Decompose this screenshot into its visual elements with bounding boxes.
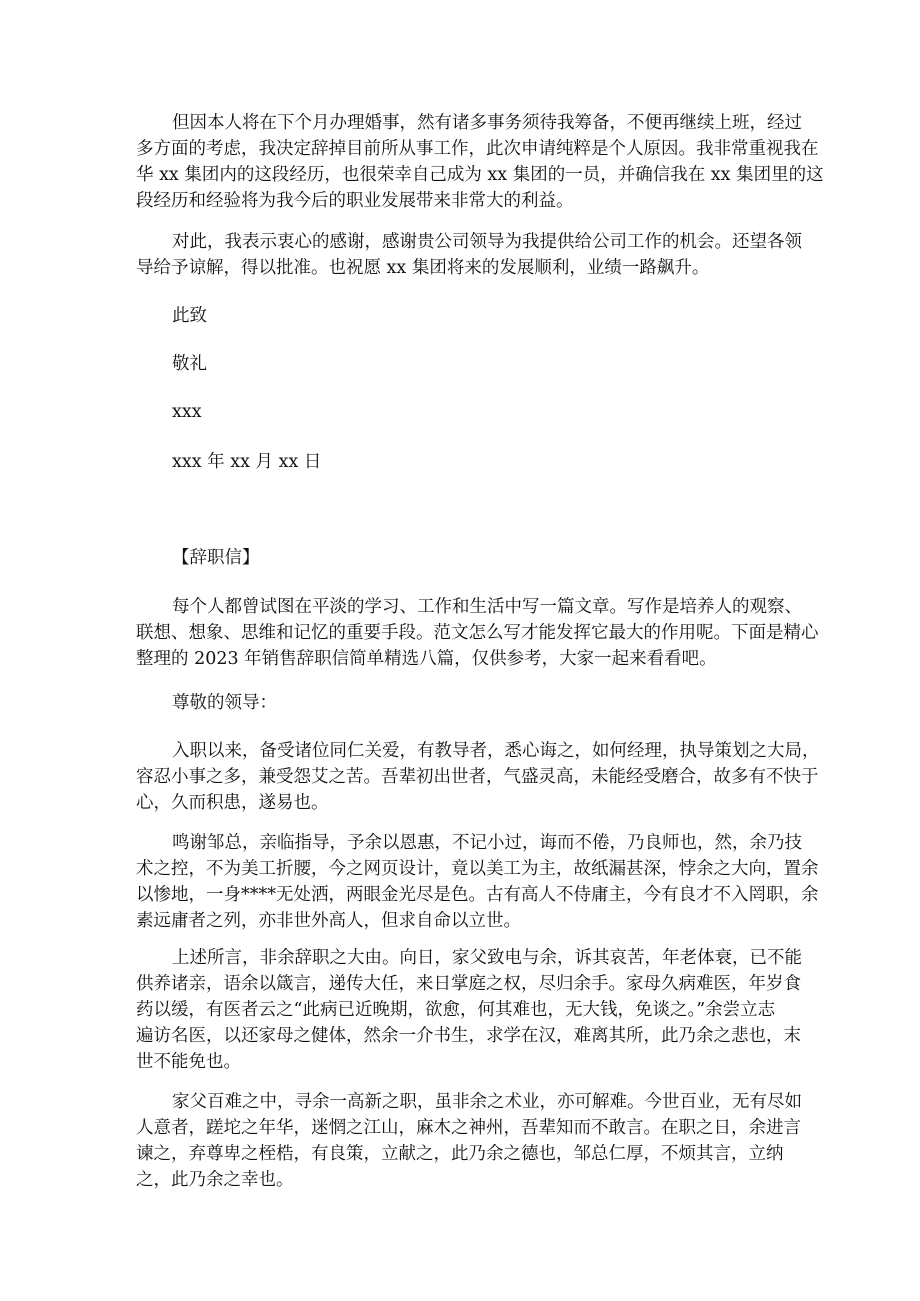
text-line: 导给予谅解，得以批准。也祝愿 xx 集团将来的发展顺利，业绩一路飙升。 [136, 258, 710, 278]
paragraph-thanks-manager [136, 830, 819, 934]
text-line: 之，此乃余之幸也。 [136, 1170, 294, 1190]
paragraph-family-reason [136, 945, 812, 1075]
paragraph-marriage-reason [136, 110, 824, 214]
text-line: 入职以来，备受诸位同仁关爱，有教导者，悉心诲之，如何经理，执导策划之大局， [172, 741, 820, 761]
text-line: 华 xx 集团内的这段经历，也很荣幸自己成为 xx 集团的一员，并确信我在 xx 集团里的这 [136, 165, 824, 185]
paragraph-since-joining [136, 738, 820, 816]
text-line: 每个人都曾试图在平淡的学习、工作和生活中写一篇文章。写作是培养人的观察、 [172, 597, 802, 617]
text-line: 遍访名医，以还家母之健体，然余一介书生，求学在汉，难离其所，此乃余之悲也，末 [136, 1026, 801, 1046]
text-line: 整理的 2023 年销售辞职信简单精选八篇，仅供参考，大家一起来看看吧。 [136, 649, 717, 669]
text-line: 药以缓，有医者云之“此病已近晚期，欲愈，何其难也，无大钱，免谈之。”余尝立志 [136, 1000, 776, 1020]
closing-text: 此致 [172, 306, 207, 326]
text-line: 段经历和经验将为我今后的职业发展带来非常大的利益。 [136, 191, 574, 211]
text-line: 家父百难之中，寻余一高新之职，虽非余之术业，亦可解难。今世百业，无有尽如 [172, 1092, 802, 1112]
paragraph-father-job [136, 1089, 812, 1193]
greeting: 尊敬的领导： [172, 693, 277, 713]
text-line: 鸣谢邹总，亲临指导，予余以恩惠，不记小过，诲而不倦，乃良师也，然，余乃技 [172, 833, 802, 853]
text-line: 谏之，弃尊卑之桎梏，有良策，立献之，此乃余之德也，邹总仁厚，不烦其言，立纳 [136, 1144, 784, 1164]
signature-name: xxx [172, 402, 202, 422]
text-line: 以惨地，一身****无处洒，两眼金光尽是色。古有高人不侍庸主，今有良才不入罔职，余 [136, 885, 819, 905]
signature-date: xxx 年 xx 月 xx 日 [172, 452, 322, 472]
section-title: 【辞职信】 [172, 548, 260, 568]
text-line: 世不能免也。 [136, 1052, 241, 1072]
text-line: 上述所言，非余辞职之大由。向日，家父致电与余，诉其哀苦，年老体衰，已不能 [172, 948, 802, 968]
text-line: 术之控，不为美工折腰，今之网页设计，竟以美工为主，故纸漏甚深，悖余之大向，置余 [136, 859, 819, 879]
salute-text: 敬礼 [172, 354, 207, 374]
text-line: 但因本人将在下个月办理婚事，然有诸多事务须待我筹备，不便再继续上班，经过 [172, 113, 802, 133]
text-line: 联想、想象、思维和记忆的重要手段。范文怎么写才能发挥它最大的作用呢。下面是精心 [136, 623, 819, 643]
text-line: 多方面的考虑，我决定辞掉目前所从事工作，此次申请纯粹是个人原因。我非常重视我在 [136, 139, 819, 159]
text-line: 人意者，蹉坨之年华，迷惘之江山，麻木之神州，吾辈知而不敢言。在职之日，余进言 [136, 1118, 801, 1138]
text-line: 对此，我表示衷心的感谢，感谢贵公司领导为我提供给公司工作的机会。还望各领 [172, 232, 802, 252]
text-line: 心，久而积患，遂易也。 [136, 793, 329, 813]
paragraph-gratitude [136, 229, 812, 281]
text-line: 素远庸者之列，亦非世外高人，但求自命以立世。 [136, 911, 521, 931]
text-line: 供养诸亲，语余以箴言，递传大任，来日掌庭之权，尽归余手。家母久病难医，年岁食 [136, 974, 801, 994]
text-line: 容忍小事之多，兼受怨艾之苦。吾辈初出世者，气盛灵高，未能经受磨合，故多有不快于 [136, 767, 819, 787]
paragraph-intro [136, 594, 819, 672]
